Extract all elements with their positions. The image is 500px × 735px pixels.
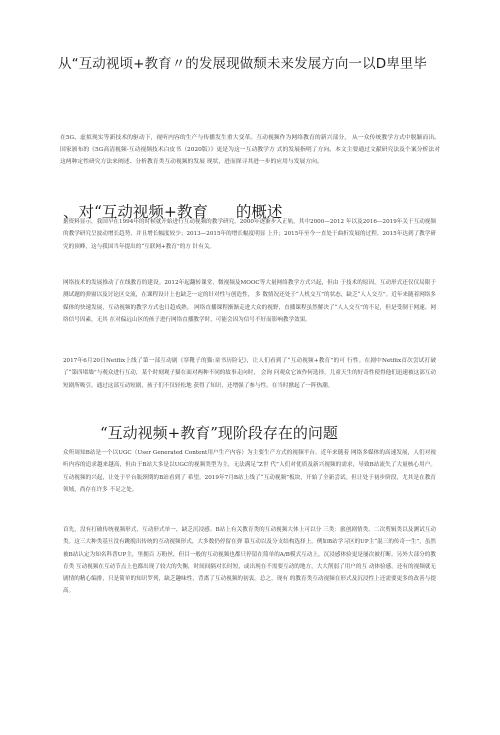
section-heading-problems: “互动视频+教育”现阶段存在的问题 [100,424,338,442]
body-paragraph: 网络技术的发展推动了在线教育的建设。2012年起翻转课堂、微视频及MOOC等大量网络教学方式兴起，但由 于技术的原因，互动形式还仅仅局限于测试题的弹窗以及讨论区交流，在课程设计上也缺乏一定的针对性与创造性， 多 数情况还处于“人机交互”的状态，缺乏“人人交互”。近年来随着网络多媒体的快速发展，互动视频的教学方式也日趋成熟。 网络直播课程渐渐走进大众的视野，直播课程虽然解决了“人人交互”的不足，但是受制于网速、网络信号因素，无其 在对偏远山区的孩子进行网络直播教学时，可能会因为信号不好而影响教学效果。 [63,280,436,323]
abstract-paragraph: 在5G、虚拟现实等新技术的驱动下，视听内容的生产与传播发生重大变革。互动视频作为网络教育的新兴部分， 从一众传统教学方式中脱颖而出。国家颁布的《5G高清视频-互动视频技术白皮书（2020版）》更是为这一互动教学方 式的发展指明了方向。本文主要通过文献研究法及个案分析法对这两种定性研究方法来阐述、分析教育类互动视频的发展 现状，进而探寻其进一步的应用与发展方向。 [60,135,440,165]
body-paragraph: 2017年6月20日Netflix上线了第一部互动剧《穿靴子的猫:童书历险记》，让人们看到了“互动视频+教育”的可 行性。在剧中Netflix首次尝试打破了“第四堵墙”与观众进行互动，某个时刻观子猫在面对两种不同的故事走向时， 会询 问观众它该作何选择。儿童天生的好奇性使得他们迅速被这部互动短剧所吸引，通过这部互动短剧，孩子们不仅轻松地 获得了知识，还增强了参与性。在当时掀起了一阵热潮。 [63,358,436,389]
body-paragraph: 众所周知B站是一个以UGC（User Generated Content用户生产内容）为主要生产方式的视频平台。近年来随着 网络多媒体的高速发展，人们对视听内容的追求越来越高，但由于B站大多是以UGC的视频类型为主，无法满足“Z世 代”人们对优质及新兴视频的需求，导致B站流失了大量核心用户。互动视频的兴起，让处于平台瓶颈期的B站看到了 希望。2019年7月B站上线了“互动视频”板块，开始了全新尝试。但让处于初步阶段，尤其是在教育领域，尚存在许多 不足之处。 [63,450,436,493]
body-paragraph: 首先，没有打破传统视频形式，互动形式单一，缺乏沉浸感。B站上有关教育类的互动视频大体上可以分 三类：旅创剧情类、二次剪辑类以及测试互动类。这三大种类基旦没有跳脱出传统的互动视频形式，大多数仍停留在弹 幕互动以及分支结构选择上。例如B站学习区的UP主“混三的传奇一生”，虽然被B站认定为知名科普UP主，里拥百 万粉丝，但目一般的互动视频也都只停留在简单的A/B模式互动上，沉浸感体验更是屡次被打断。另外大部分的教育类 互动视频在互动节点上也都出现了较大的失衡，时间间隔对长时短，或出现在不需要互动的地方，大大削弱了用户的互 动体验感。还有的视频就无剧情的精心编排，只是简单的知识罗列，缺乏趣味性，背离了互动视频的初衷。总之，现有 的教育类互动视频在形式及沉浸性上还需要更多的改善与提高。 [63,527,436,595]
body-paragraph: 据资料显示，我国早在1994年的时候就开始进行互动视频的教学研究，2000年逐渐步入正轨。其中2000—2012 年以及2016—2019年关于互动视频的教学研究呈波动增长趋势，并且增长幅度较少；2013—2015年的增长幅度明显 上升；2015年至今一直处于曲折发展的过程。2015年达到了教学研究的顶峰，这与我国当年提出的“互联网+教育”的方 针有关。 [63,219,436,250]
document-title: 从“互动视顷+教育〃的发展现做颓未来发展方向一以D卑里毕 [58,56,427,72]
section-heading-overview-prefix: 、对“互动视频+教育 [63,203,208,221]
section-heading-overview-suffix: 的概述 [235,203,283,221]
